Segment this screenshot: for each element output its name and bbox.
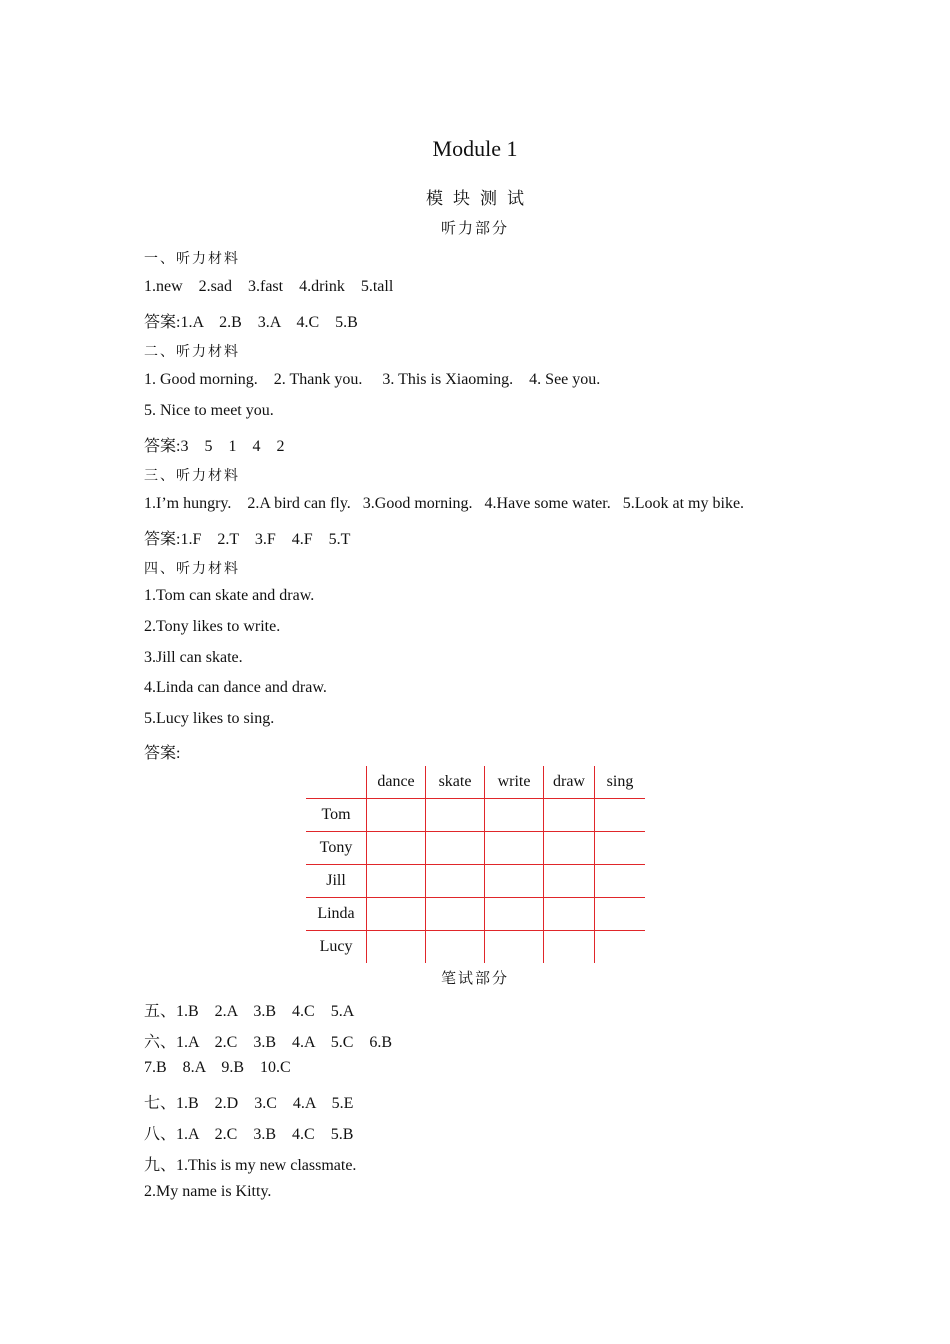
table-cell: [595, 931, 646, 964]
section-4-sentence-1: 1.Tom can skate and draw.: [144, 587, 315, 604]
table-header-row: [306, 766, 645, 799]
section-8-answer: 八、1.A 2.C 3.B 4.C 5.B: [144, 1126, 354, 1143]
table-cell: [595, 865, 646, 898]
table-cell: [544, 931, 595, 964]
section-7-answer: 七、1.B 2.D 3.C 4.A 5.E: [144, 1095, 354, 1112]
answer-table: [306, 766, 645, 963]
table-cell: [485, 832, 544, 865]
page-title: Module 1: [432, 136, 518, 161]
section-1-answer: 答案:1.A 2.B 3.A 4.C 5.B: [144, 314, 358, 331]
table-cell: [544, 898, 595, 931]
row-header: Jill: [306, 865, 367, 898]
column-header: draw: [544, 766, 595, 799]
listening-section-heading: 听力部分: [440, 221, 509, 237]
table-row: [306, 832, 645, 865]
section-4-sentence-4: 4.Linda can dance and draw.: [144, 679, 327, 696]
table-cell: [595, 832, 646, 865]
section-6-answer: 六、1.A 2.C 3.B 4.A 5.C 6.B: [144, 1034, 393, 1051]
table-cell: [367, 832, 426, 865]
section-2-sentence-5: 5. Nice to meet you.: [144, 402, 274, 419]
table-cell: [367, 799, 426, 832]
table-cell: [544, 832, 595, 865]
table-cell: [544, 865, 595, 898]
section-9-answer-2: 2.My name is Kitty.: [144, 1183, 272, 1200]
table-cell: [595, 799, 646, 832]
table-cell: [485, 799, 544, 832]
row-header: Tom: [306, 799, 367, 832]
table-cell: [426, 799, 485, 832]
writing-section-heading: 笔试部分: [440, 971, 509, 987]
section-4-answer-label: 答案:: [144, 745, 181, 762]
section-4-sentence-3: 3.Jill can skate.: [144, 649, 243, 666]
row-header: Lucy: [306, 931, 367, 964]
section-1-words: 1.new 2.sad 3.fast 4.drink 5.tall: [144, 278, 394, 295]
section-9-answer-1: 九、1.This is my new classmate.: [144, 1157, 357, 1174]
column-header: write: [485, 766, 544, 799]
table-row: [306, 898, 645, 931]
table-cell: [367, 865, 426, 898]
table-cell: [426, 865, 485, 898]
table-cell: [485, 898, 544, 931]
table-cell: [595, 898, 646, 931]
section-2-heading: 二、听力材料: [144, 344, 240, 360]
table-corner-cell: [306, 766, 367, 799]
column-header: sing: [595, 766, 646, 799]
table-cell: [544, 799, 595, 832]
table-row: [306, 865, 645, 898]
section-4-sentence-2: 2.Tony likes to write.: [144, 618, 281, 635]
section-2-sentences: 1. Good morning. 2. Thank you. 3. This is Xiaoming. 4. See you.: [144, 371, 601, 388]
page-subtitle: 模块测试: [426, 189, 534, 208]
section-4-heading: 四、听力材料: [144, 561, 240, 577]
table-cell: [367, 931, 426, 964]
table-cell: [485, 865, 544, 898]
section-1-heading: 一、听力材料: [144, 251, 240, 267]
column-header: dance: [367, 766, 426, 799]
row-header: Tony: [306, 832, 367, 865]
table-cell: [485, 931, 544, 964]
table-row: [306, 931, 645, 964]
section-4-sentence-5: 5.Lucy likes to sing.: [144, 710, 275, 727]
section-5-answer: 五、1.B 2.A 3.B 4.C 5.A: [144, 1003, 355, 1020]
table-cell: [426, 898, 485, 931]
section-3-answer: 答案:1.F 2.T 3.F 4.F 5.T: [144, 531, 351, 548]
section-3-heading: 三、听力材料: [144, 468, 240, 484]
column-header: skate: [426, 766, 485, 799]
row-header: Linda: [306, 898, 367, 931]
table-cell: [367, 898, 426, 931]
table-cell: [426, 931, 485, 964]
table-row: [306, 799, 645, 832]
section-3-sentences: 1.I’m hungry. 2.A bird can fly. 3.Good morning. 4.Have some water. 5.Look at my bike.: [144, 495, 745, 512]
section-6-answer-cont: 7.B 8.A 9.B 10.C: [144, 1059, 291, 1076]
table-cell: [426, 832, 485, 865]
section-2-answer: 答案:3 5 1 4 2: [144, 438, 285, 455]
